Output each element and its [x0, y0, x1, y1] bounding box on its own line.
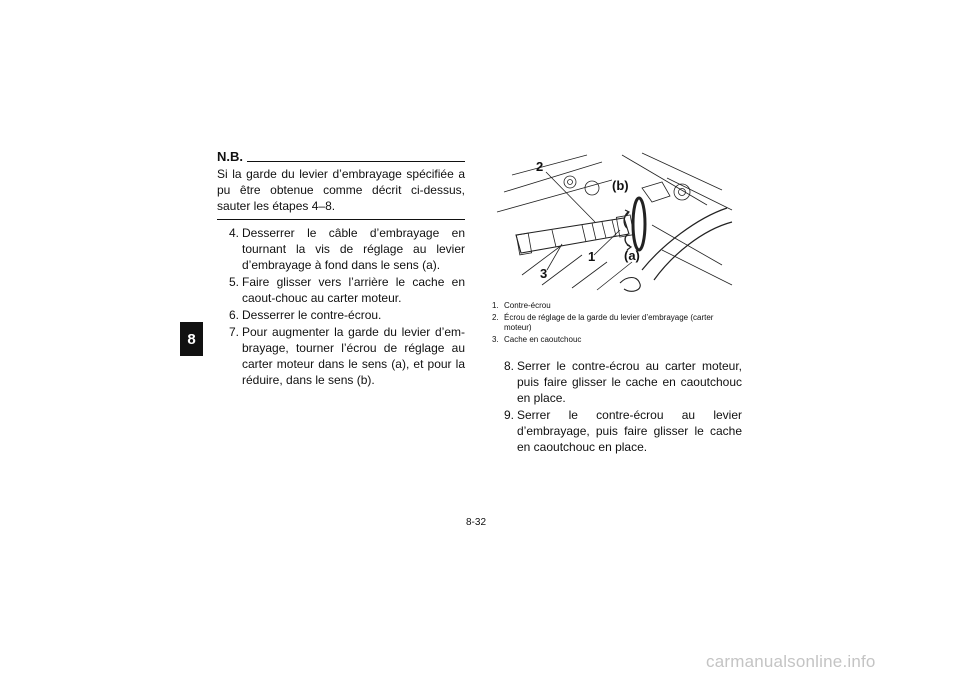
engine-outline: [512, 155, 587, 175]
note-header: [217, 150, 465, 164]
caption-item: [492, 313, 742, 333]
callout-b: (b): [612, 178, 629, 193]
engine-outline: [652, 225, 722, 265]
bolt-shape: [674, 184, 690, 200]
note-end-rule: [217, 219, 465, 220]
caption-number: 1.: [492, 301, 499, 310]
bracket-shape: [642, 182, 670, 202]
steps-list-left: [217, 225, 465, 388]
rubber-cover-groove: [602, 222, 606, 238]
rubber-cover-groove: [582, 225, 586, 242]
engine-outline: [667, 178, 732, 210]
caption-text: Écrou de réglage de la garde du levier d’embrayage (carter moteur): [504, 313, 714, 332]
caption-text: Cache en caoutchouc: [504, 335, 582, 344]
step-number: 5.: [228, 275, 239, 289]
bolt-shape: [568, 180, 573, 185]
figure-captions: [492, 301, 742, 347]
rubber-cover-groove: [552, 230, 556, 247]
bolt-shape: [585, 181, 599, 195]
rubber-cover-groove: [612, 220, 616, 236]
chapter-tab: 8: [180, 322, 203, 356]
rubber-cover-groove: [592, 223, 596, 240]
step-item: [492, 358, 742, 406]
step-text: Pour augmenter la garde du levier d’em-brayage, tourner l’écrou de réglage au carter moteur dans le sens (a), et pour la réduire, dans le sens (b).: [242, 325, 465, 387]
hose-shape: [654, 222, 732, 280]
step-text: Desserrer le câble d’embrayage en tournant la vis de réglage au levier d’embrayage à fond dans le sens (a).: [242, 226, 465, 272]
caption-item: [492, 301, 742, 311]
step-item: [217, 307, 465, 323]
step-item: [217, 324, 465, 388]
engine-outline: [542, 255, 582, 285]
engine-outline: [597, 262, 632, 290]
left-column: [217, 150, 465, 389]
callout-2: 2: [536, 159, 544, 174]
crankcase-plate: [633, 198, 645, 250]
step-text: Serrer le contre-écrou au levier d’embrayage, puis faire glisser le cache en caoutchouc en place.: [517, 408, 742, 454]
note-text: Si la garde du levier d’embrayage spécifiée a pu être obtenue comme décrit ci-dessus, sauter les étapes 4–8.: [217, 167, 465, 213]
step-text: Serrer le contre-écrou au carter moteur, puis faire glisser le cache en caoutchouc en place.: [517, 359, 742, 405]
caption-number: 3.: [492, 335, 499, 344]
step-number: 4.: [228, 226, 239, 240]
step-item: [217, 274, 465, 306]
leader-line-1: [594, 230, 620, 255]
note-rule: [247, 161, 465, 162]
callout-1: 1: [588, 249, 596, 264]
step-item: [492, 407, 742, 455]
step-number: 7.: [228, 325, 239, 339]
step-number: 8.: [503, 359, 514, 373]
bolt-shape: [564, 176, 576, 188]
step-text: Desserrer le contre-écrou.: [242, 308, 382, 322]
caption-number: 2.: [492, 313, 499, 322]
engine-outline: [662, 250, 732, 285]
callout-a: (a): [624, 248, 640, 263]
step-number: 9.: [503, 408, 514, 422]
step-text: Faire glisser vers l’arrière le cache en caout-chouc au carter moteur.: [242, 275, 465, 305]
step-item: [217, 225, 465, 273]
page-number: 8-32: [466, 517, 487, 528]
caption-text: Contre-écrou: [504, 301, 551, 310]
engine-outline: [572, 262, 607, 288]
engine-outline: [497, 180, 612, 212]
clutch-cable-illustration: [492, 150, 742, 295]
hose-clamp-shape: [620, 278, 640, 292]
watermark: carmanualsonline.info: [706, 652, 876, 671]
step-number: 6.: [228, 308, 239, 322]
steps-list-right: [492, 358, 742, 456]
engine-outline: [504, 162, 602, 192]
note-title: N.B.: [217, 149, 243, 164]
caption-item: [492, 335, 742, 345]
callout-3: 3: [540, 266, 548, 281]
rubber-cover: [516, 218, 629, 253]
